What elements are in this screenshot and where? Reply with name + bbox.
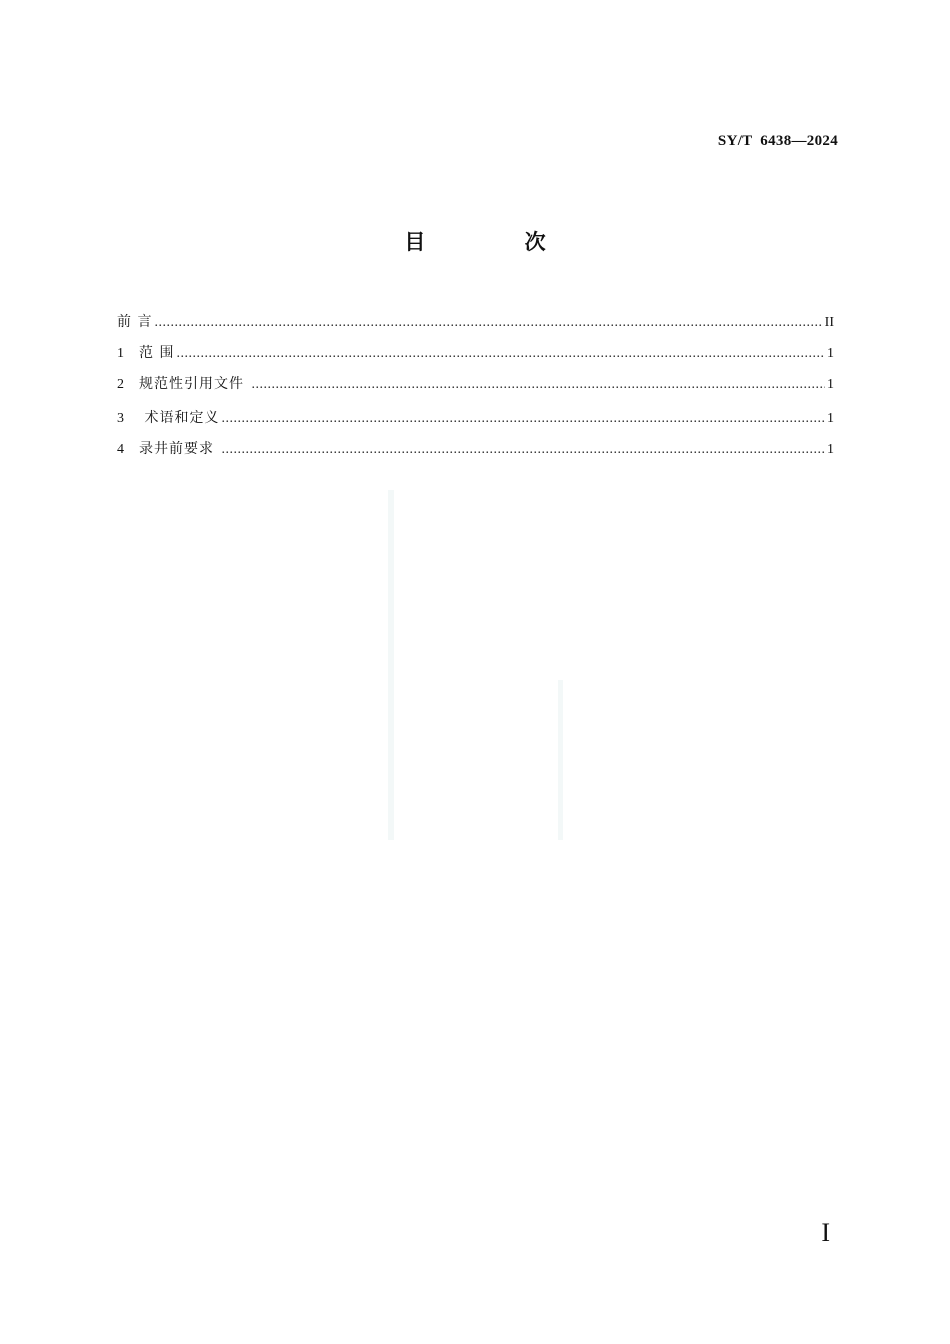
toc-entry-normative-references[interactable] [117, 374, 834, 394]
faint-scan-mark [388, 490, 394, 840]
toc-entry-page: 1 [827, 377, 834, 392]
toc-entry-number: 3 [117, 411, 124, 426]
toc-entry-label: 规范性引用文件 [139, 376, 250, 392]
toc-leader-dots [154, 313, 822, 333]
toc-leader-dots [221, 409, 825, 429]
faint-scan-mark [558, 680, 563, 840]
toc-entry-scope[interactable] [117, 343, 834, 363]
page-number: I [821, 1218, 830, 1247]
toc-entry-number: 1 [117, 346, 124, 361]
toc-entry-page: 1 [827, 346, 834, 361]
toc-entry-number: 2 [117, 377, 124, 392]
standard-code: SY/T 6438—2024 [717, 133, 838, 149]
toc-entry-terms-definitions[interactable] [117, 408, 834, 428]
toc-leader-dots [251, 375, 825, 395]
toc-entry-page: 1 [827, 442, 834, 457]
toc-entry-page: II [824, 315, 834, 330]
toc-entry-page: 1 [827, 411, 834, 426]
toc-leader-dots [176, 344, 825, 364]
toc-entry-foreword[interactable] [117, 312, 834, 332]
toc-entry-number: 4 [117, 442, 124, 457]
toc-entry-label: 术语和定义 [139, 410, 220, 426]
toc-entry-label: 范 围 [139, 345, 175, 361]
toc-entry-label: 录井前要求 [139, 441, 220, 457]
toc-entry-pre-logging-requirements[interactable] [117, 439, 834, 459]
toc-entry-label: 前 言 [117, 314, 153, 330]
table-of-contents [117, 312, 834, 459]
toc-leader-dots [221, 440, 825, 460]
page-title: 目 次 [404, 230, 592, 254]
